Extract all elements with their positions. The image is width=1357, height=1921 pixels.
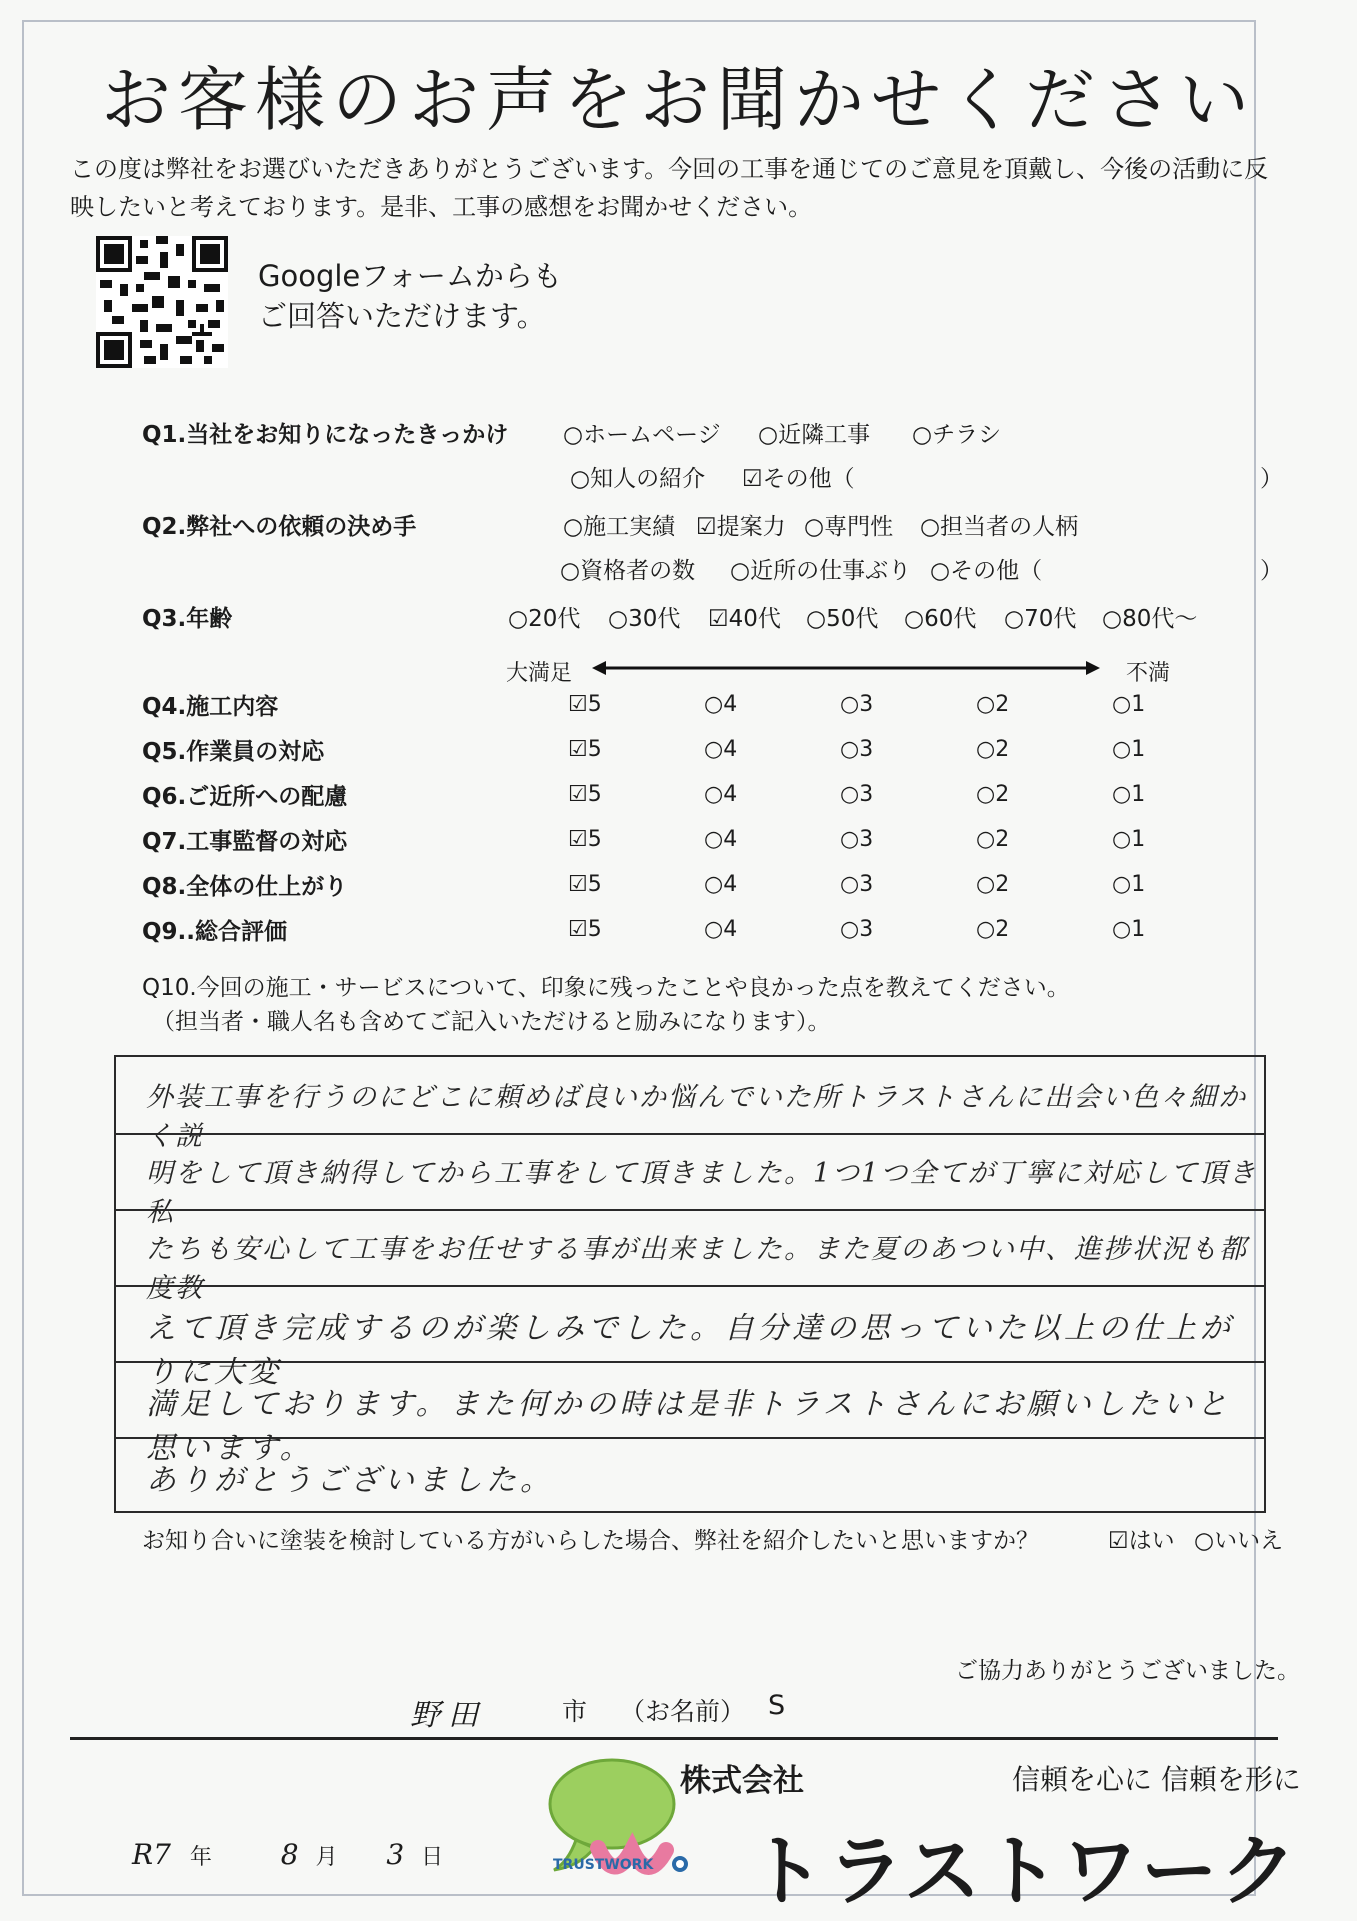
rating-label: Q9..総合評価	[142, 919, 288, 945]
q10-note: （担当者・職人名も含めてご記入いただけると励みになります）。	[152, 1009, 831, 1035]
rating-label: Q7.工事監督の対応	[142, 829, 348, 855]
rating-option-3[interactable]: ○3	[840, 827, 874, 852]
rating-option-4[interactable]: ○4	[704, 782, 738, 807]
referral-no[interactable]: ○いいえ	[1194, 1528, 1284, 1554]
q3-option-50s[interactable]: ○50代	[806, 606, 879, 632]
rating-option-5-checked[interactable]: ☑5	[568, 917, 602, 942]
q2-option-track-record[interactable]: ○施工実績	[563, 514, 676, 540]
q2-label: Q2.弊社への依頼の決め手	[142, 514, 417, 540]
q1-option-flyer[interactable]: ○チラシ	[912, 422, 1002, 448]
q3-label: Q3.年齢	[142, 606, 233, 632]
company-type: 株式会社	[680, 1763, 804, 1799]
rating-option-5-checked[interactable]: ☑5	[568, 872, 602, 897]
q3-option-70s[interactable]: ○70代	[1004, 606, 1077, 632]
rating-option-3[interactable]: ○3	[840, 737, 874, 762]
date-year-label: 年	[189, 1844, 212, 1869]
answer-line-3: たちも安心して工事をお任せする事が出来ました。また夏のあつい中、進捗状況も都度教	[146, 1234, 1248, 1304]
q1-option-other-close: ）	[1260, 466, 1283, 492]
qr-code[interactable]	[96, 236, 228, 368]
q2-option-expertise[interactable]: ○専門性	[804, 514, 894, 540]
rating-label: Q4.施工内容	[142, 694, 279, 720]
rating-option-4[interactable]: ○4	[704, 917, 738, 942]
rating-option-2[interactable]: ○2	[976, 872, 1010, 897]
rating-option-5-checked[interactable]: ☑5	[568, 692, 602, 717]
q2-option-proposal-checked[interactable]: ☑提案力	[696, 514, 786, 540]
name-value: S	[768, 1690, 786, 1721]
rating-option-5-checked[interactable]: ☑5	[568, 827, 602, 852]
answer-line-6: ありがとうございました。	[146, 1463, 554, 1498]
name-label: （お名前）	[620, 1697, 746, 1726]
rating-label: Q5.作業員の対応	[142, 739, 325, 765]
q1-label: Q1.当社をお知りになったきっかけ	[142, 422, 509, 448]
google-form-line1: Googleフォームからも	[258, 259, 562, 293]
rating-option-1[interactable]: ○1	[1112, 827, 1146, 852]
rating-option-4[interactable]: ○4	[704, 737, 738, 762]
rating-option-2[interactable]: ○2	[976, 737, 1010, 762]
footer-divider	[70, 1737, 1278, 1740]
rating-option-2[interactable]: ○2	[976, 692, 1010, 717]
rating-option-1[interactable]: ○1	[1112, 782, 1146, 807]
rating-option-2[interactable]: ○2	[976, 827, 1010, 852]
answer-line-2: 明をして頂き納得してから工事をして頂きました。1つ1つ全てが丁寧に対応して頂き私	[146, 1158, 1258, 1228]
date-day-label: 日	[421, 1844, 444, 1869]
rating-label: Q6.ご近所への配慮	[142, 784, 348, 810]
google-form-note	[258, 256, 658, 336]
rating-option-1[interactable]: ○1	[1112, 737, 1146, 762]
q1-option-other-checked[interactable]: ☑その他（	[742, 466, 855, 492]
rating-option-2[interactable]: ○2	[976, 917, 1010, 942]
q3-option-60s[interactable]: ○60代	[904, 606, 977, 632]
rating-option-3[interactable]: ○3	[840, 872, 874, 897]
thanks-text: ご協力ありがとうございました。	[955, 1658, 1300, 1684]
rating-option-3[interactable]: ○3	[840, 782, 874, 807]
scale-right-label: 不満	[1126, 661, 1171, 686]
rating-option-1[interactable]: ○1	[1112, 917, 1146, 942]
q2-option-qualified[interactable]: ○資格者の数	[560, 558, 696, 584]
rating-option-1[interactable]: ○1	[1112, 692, 1146, 717]
page-title: お客様のお声をお聞かせください	[101, 59, 1256, 141]
city-handwritten: 野田	[410, 1698, 486, 1733]
q3-option-80s[interactable]: ○80代～	[1102, 606, 1198, 632]
company-name: トラストワーク	[748, 1828, 1299, 1917]
answer-line-5: 満足しております。また何かの時は是非トラストさんにお願いしたいと思います。	[146, 1387, 1231, 1466]
q3-option-30s[interactable]: ○30代	[608, 606, 681, 632]
rating-option-5-checked[interactable]: ☑5	[568, 782, 602, 807]
rating-option-4[interactable]: ○4	[704, 692, 738, 717]
q2-option-local-work[interactable]: ○近所の仕事ぶり	[730, 558, 912, 584]
answer-line-4: えて頂き完成するのが楽しみでした。自分達の思っていた以上の仕上がりに大変	[146, 1311, 1234, 1390]
intro-text: この度は弊社をお選びいただきありがとうございます。今回の工事を通じてのご意見を頂戴し、今後の活動に反映したいと考えております。是非、工事の感想をお聞かせください。	[70, 155, 1269, 221]
answer-line-1: 外装工事を行うのにどこに頼めば良いか悩んでいた所トラストさんに出会い色々細かく説	[146, 1082, 1248, 1152]
rating-option-2[interactable]: ○2	[976, 782, 1010, 807]
rating-option-4[interactable]: ○4	[704, 872, 738, 897]
google-form-line2: ご回答いただけます。	[258, 299, 546, 333]
q10-answer-box[interactable]	[114, 1055, 1266, 1513]
logo-trustwork-text: TRUSTWORK	[553, 1857, 654, 1873]
company-tagline: 信頼を心に 信頼を形に	[1012, 1763, 1301, 1796]
rating-label: Q8.全体の仕上がり	[142, 874, 348, 900]
q1-option-homepage[interactable]: ○ホームページ	[563, 422, 721, 448]
q3-option-20s[interactable]: ○20代	[508, 606, 581, 632]
rating-option-1[interactable]: ○1	[1112, 872, 1146, 897]
city-label: 市	[562, 1697, 588, 1726]
date-month: 8	[280, 1838, 299, 1871]
date-month-label: 月	[315, 1844, 338, 1869]
q2-option-other-close: ）	[1260, 558, 1283, 584]
scale-arrow-icon	[592, 660, 1100, 676]
rating-option-4[interactable]: ○4	[704, 827, 738, 852]
q2-option-other[interactable]: ○その他（	[930, 558, 1043, 584]
rating-option-3[interactable]: ○3	[840, 917, 874, 942]
referral-question: お知り合いに塗装を検討している方がいらした場合、弊社を紹介したいと思いますか？	[142, 1528, 1039, 1554]
rating-option-5-checked[interactable]: ☑5	[568, 737, 602, 762]
q1-option-referral[interactable]: ○知人の紹介	[570, 466, 706, 492]
q2-option-staff[interactable]: ○担当者の人柄	[920, 514, 1079, 540]
date-era: R7	[132, 1838, 171, 1871]
q3-option-40s-checked[interactable]: ☑40代	[708, 606, 781, 632]
referral-yes-checked[interactable]: ☑はい	[1108, 1528, 1175, 1554]
q10-question: Q10.今回の施工・サービスについて、印象に残ったことや良かった点を教えてください。	[142, 975, 1070, 1001]
rating-option-3[interactable]: ○3	[840, 692, 874, 717]
date-day: 3	[386, 1838, 405, 1871]
date-field	[132, 1838, 443, 1871]
scale-left-label: 大満足	[506, 661, 573, 686]
q1-option-neighbor[interactable]: ○近隣工事	[758, 422, 871, 448]
